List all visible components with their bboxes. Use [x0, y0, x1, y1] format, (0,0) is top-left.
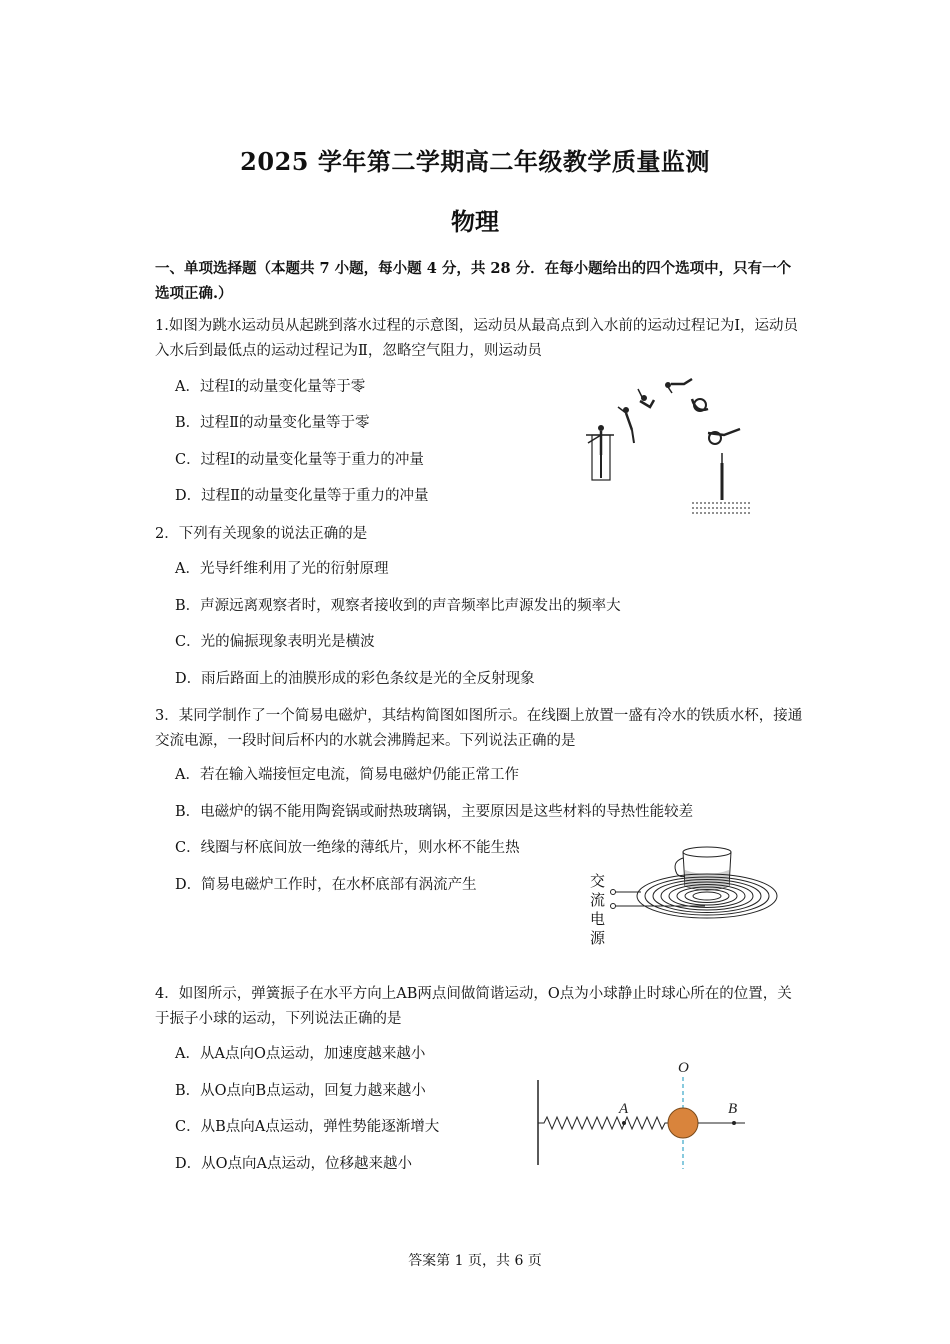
- q3-option-c: C．线圈与杯底间放一绝缘的薄纸片，则水杯不能生热: [175, 840, 520, 856]
- question-3-stem: 3．某同学制作了一个简易电磁炉，其结构简图如图所示。在线圈上放置一盛有冷水的铁质水杯，接通交流电源，一段时间后杯内的水就会沸腾起来。下列说法正确的是: [155, 708, 803, 749]
- point-a-label: A: [619, 1101, 629, 1117]
- exam-title: 2025 学年第二学期高二年级教学质量监测: [240, 147, 710, 176]
- q1-option-a: A．过程Ⅰ的动量变化量等于零: [175, 379, 366, 395]
- q4-option-b: B．从O点向B点运动，回复力越来越小: [175, 1083, 426, 1099]
- ac-source-label-2: 流: [590, 891, 606, 909]
- ac-source-label-3: 电: [590, 910, 606, 928]
- q4-option-d: D．从O点向A点运动，位移越来越小: [175, 1156, 412, 1172]
- q2-option-b: B．声源远离观察者时，观察者接收到的声音频率比声源发出的频率大: [175, 598, 621, 614]
- ac-source-label-1: 交: [590, 872, 606, 890]
- q3-option-a: A．若在输入端接恒定电流，简易电磁炉仍能正常工作: [175, 767, 519, 783]
- q1-option-d: D．过程Ⅱ的动量变化量等于重力的冲量: [175, 488, 429, 504]
- point-b-label: B: [728, 1101, 738, 1117]
- q3-option-b: B．电磁炉的锅不能用陶瓷锅或耐热玻璃锅，主要原因是这些材料的导热性能较差: [175, 804, 694, 820]
- q1-option-b: B．过程Ⅱ的动量变化量等于零: [175, 415, 370, 431]
- q4-option-a: A．从A点向O点运动，加速度越来越小: [175, 1046, 426, 1062]
- q4-option-c: C．从B点向A点运动，弹性势能逐渐增大: [175, 1119, 440, 1135]
- question-2-stem: 2．下列有关现象的说法正确的是: [155, 526, 368, 542]
- q2-option-c: C．光的偏振现象表明光是横波: [175, 634, 375, 650]
- ac-source-label-4: 源: [590, 929, 606, 947]
- question-1-stem: 1.如图为跳水运动员从起跳到落水过程的示意图，运动员从最高点到入水前的运动过程记为Ⅰ，运动员入水后到最低点的运动过程记为Ⅱ，忽略空气阻力，则运动员: [155, 318, 799, 359]
- spring-oscillator-figure: [530, 1055, 760, 1170]
- section-heading: 一、单项选择题（本题共 7 小题，每小题 4 分，共 28 分．在每小题给出的四个选项中，只有一个选项正确.）: [155, 260, 792, 302]
- point-o-label: O: [678, 1060, 689, 1076]
- subject-title: 物理: [451, 207, 499, 236]
- q2-option-a: A．光导纤维利用了光的衍射原理: [175, 561, 389, 577]
- q2-option-d: D．雨后路面上的油膜形成的彩色条纹是光的全反射现象: [175, 671, 535, 687]
- q1-option-c: C．过程Ⅰ的动量变化量等于重力的冲量: [175, 452, 424, 468]
- question-4-stem: 4．如图所示，弹簧振子在水平方向上AB两点间做简谐运动，O点为小球静止时球心所在的位置，关于振子小球的运动，下列说法正确的是: [155, 986, 792, 1027]
- page-footer: 答案第 1 页，共 6 页: [408, 1253, 542, 1269]
- diver-figure: [580, 375, 755, 525]
- q3-option-d: D．简易电磁炉工作时，在水杯底部有涡流产生: [175, 877, 477, 893]
- induction-coil-figure: [605, 840, 780, 930]
